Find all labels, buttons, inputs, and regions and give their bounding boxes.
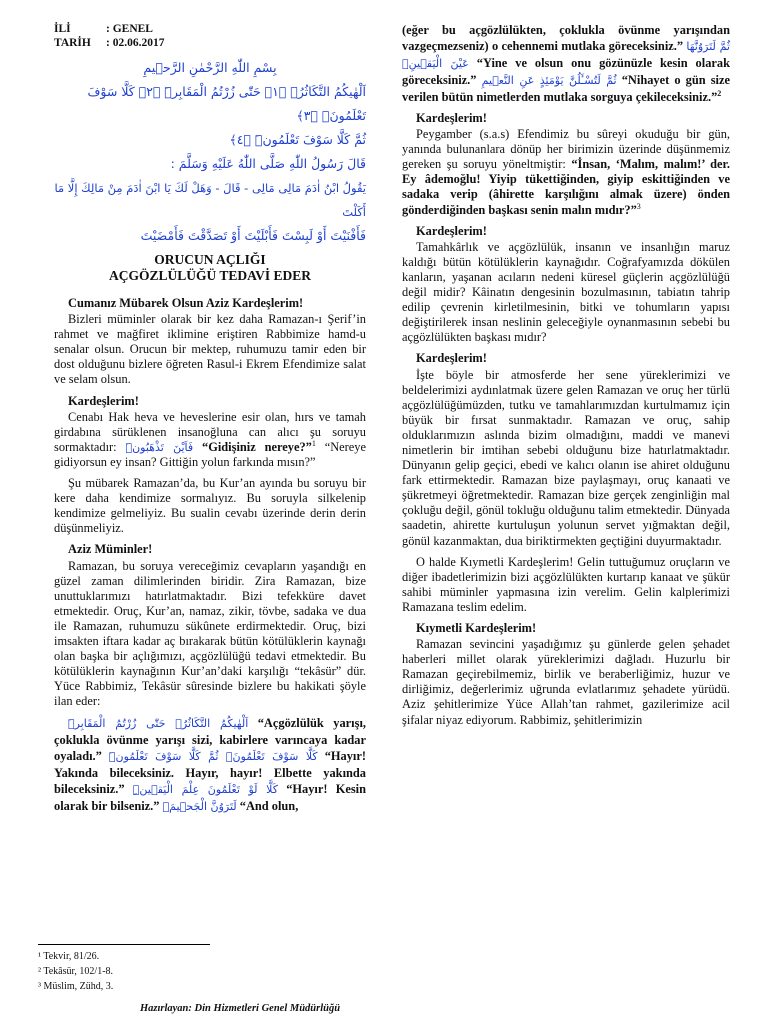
p2-text: Cenabı Hak heva ve heveslerine esir olan, hırs ve tamah girdabına sürüklenen insanoğluna can alıcı şu soruyu sormaktadır:: [54, 409, 366, 454]
verse-2: ثُمَّ كَلَّا سَوْفَ تَعْلَمُونَۜ ﴿٤﴾: [229, 132, 366, 147]
heading-2: Kardeşlerim!: [68, 393, 139, 408]
p2-bold: “Gidişiniz nereye?”: [202, 439, 312, 454]
right-heading-2: Kardeşlerim!: [416, 223, 487, 238]
footnote-ref-3: 3: [636, 201, 641, 211]
right-heading-3: Kardeşlerim!: [416, 351, 487, 366]
footnote-ref-2: 2: [717, 88, 722, 98]
ili-value: : GENEL: [106, 23, 153, 35]
title-line-1: ORUCUN AÇLIĞI: [154, 252, 266, 267]
footnote-ref-1: 1: [311, 438, 316, 448]
right-paragraph-2: [402, 127, 730, 218]
paragraph-4: Ramazan, bu soruya vereceğimiz cevapların yaşandığı en güzel zaman dilimlerinden biridir. Zira Ramazan, bize unuttuklarımızı hatırlatmaktadır. Bizi tefekküre davet etmektedir. Oruç, Kur’an, namaz, zikir, tövbe, sadaka ve dua ile Ramazan, ruhumuzu sükûnete erdirmektedir. Oruç, bizi imsakten iftara kadar aç bırakarak bütün kötülüklerin kaynağı olan başka bir açlığımızı, açgözlülüğü tedavi etmektedir. Bu kötülüklerin kaynağının Kur’an’daki karşılığı “tekâsür” dür. Yüce Rabbimiz, Tekâsür sûresinde bizlere bu hakikati şöyle ilan eder:: [54, 558, 366, 709]
paragraph-1: Bizleri müminler olarak bir kez daha Ramazan-ı Şerif’in rahmet ve mağfiret iklimine eriştiren Rabbimize hamd-u senalar olsun. Orucun bir mektep, ruhumuzu tamir eden bir dost olduğunu bizlere öğreten Rasul-i Ekrem Efendimize salat ve selam olsun.: [54, 312, 366, 387]
rp1-arabic-1: ثُمَّ لَتَرَوُنَّهَا عَيْنَ الْيَق۪ينِۙ: [402, 40, 730, 70]
right-paragraph-6: Ramazan sevincini yaşadığımız şu günlerde gelen şehadet haberleri millet olarak yüreklerimizi dağladı. Huzurlu bir Ramazan geçirebilmemiz, birlik ve beraberliğimiz, huzur ve dirliğimiz, değerlerimiz uğrunda evlatlarımız şehadete yürüdü. Aziz şehitlerimize Yüce Allah’tan rahmet, gazilerimize acil şifalar niyaz ediyorum. Rabbimiz, şehitlerimizin: [402, 637, 730, 727]
right-heading-1: Kardeşlerim!: [416, 111, 487, 125]
p5-arabic-1: اَلْهٰيكُمُ التَّكَاثُرُۙ حَتّٰى زُرْتُمُ الْمَقَابِرَۜ: [68, 717, 249, 731]
right-paragraph-4: İşte böyle bir atmosferde her sene yüreklerimizi ve beldelerimizi aydınlatmak üzere gelen Ramazan ve oruç her türlü açgözlülüğümüzden, tutku ve tamahlarımızdan kurtulmamız için büyük bir fırsat sunmaktadır. Ramazan ve oruç, sahip olduklarımızın aslında bizim olmadığını, maddi ve manevi nimetlerin bir imtihan sebebi olduğunu bize hatırlatmaktadır. Dünyanın gelip geçici, ebedi ve kalıcı olanın ise ahiret olduğunu fark ettirmektedir. Ramazan bize paylaşmayı, oruç kanaati ve şükretmeyi öğretmektedir. Ramazan bize gerçek zenginliğin mal çokluğu değil, gönül tokluğu olduğunu talim etmektedir. Dünyada saadetin, ahirette kurtuluşun yolunun servet yığmaktan değil, gönül kazanmaktan, dua biriktirmekten geçtiğini duyurmaktadır.: [402, 367, 730, 548]
footnote-1: ¹ Tekvir, 81/26.: [38, 951, 100, 962]
title-line-2: AÇGÖZLÜLÜĞÜ TEDAVİ EDER: [108, 268, 312, 283]
hadith-line-2: فَأَفْنَيْتَ أَوْ لَبِسْتَ فَأَبْلَيْتَ أَوْ تَصَدَّقْتَ فَأَمْضَيْتَ: [140, 228, 366, 243]
p2-arabic: فَاَيْنَ تَذْهَبُونَۜ: [125, 440, 194, 454]
rp2-bold: “İnsan, ‘Malım, malım!’ der. Ey âdemoğlu! Yiyip tükettiğinden, giyip eskittiğinden ve sadaka verip (âhirette karşılığını almak üzere) önden gönderdiğinden başkası senin malın mıdır?”: [402, 157, 730, 217]
right-paragraph-3: Tamahkârlık ve açgözlülük, insanın ve insanlığın maruz kaldığı bütün kötülüklerin kaynağıdır. Coğrafyamızda dökülen kanların, yaşanan acıların nedeni küresel güçlerin açgözlülüğü değil midir? Kâinatın dengesinin bozulmasının, tabiatın tahrip edilip çevrenin kirletilmesinin, bitki ve tohumların yapısı değiştirilerek insan neslinin geleceğiyle oynanmasının sebebi bu açgözlülükten başkası mıdır?: [402, 239, 730, 345]
verse-1: اَلْهٰيكُمُ التَّكَاثُرُۙ ﴿١﴾ حَتّٰى زُرْتُمُ الْمَقَابِرَۜ ﴿٢﴾ كَلَّا سَوْفَ تَعْلَمُونَۙ ﴿٣﴾: [87, 84, 366, 123]
footnote-2: ² Tekâsür, 102/1-8.: [38, 966, 114, 977]
rp1-bold-1: “Yine ve olsun onu gözünüzle kesin olarak göreceksiniz.”: [402, 56, 730, 87]
hadith-intro: قَالَ رَسُولُ اللّٰهِ صَلَّى اللّٰهُ عَلَيْهِ وَسَلَّمَ :: [170, 156, 366, 171]
footnote-3: ³ Müslim, Zühd, 3.: [38, 981, 114, 992]
rp2-text: Peygamber (s.a.s) Efendimiz bu sûreyi okuduğu bir gün, yanında bulunanlara dönüp her birimizin üzerinde düşünmemiz gereken şu soruyu yöneltmiştir:: [402, 127, 730, 172]
p5-bold-2: “Hayır! Yakında bileceksiniz. Hayır, hayır! Elbette yakında bileceksiniz.”: [54, 749, 366, 797]
heading-1: Cumanız Mübarek Olsun Aziz Kardeşlerim!: [68, 296, 304, 310]
ili-label: İLİ: [54, 23, 71, 35]
page-footer: Hazırlayan: Din Hizmetleri Genel Müdürlüğü: [139, 1003, 341, 1014]
rp1-text: (eğer bu açgözlülükten, çoklukla övünme yarışından vazgeçmezseniz) o cehennemi mutlaka göreceksiniz.”: [402, 23, 730, 53]
paragraph-5: [54, 715, 366, 815]
right-paragraph-5: O halde Kıymetli Kardeşlerim! Gelin tuttuğumuz oruçların ve diğer ibadetlerimizin bizi açgözlülükten kurtarıp kanaat ve şükür sahibi müminler yapmasına izin verelim. Gelin kalplerimizi Ramazana teslim edelim.: [402, 554, 730, 614]
sermon-title: [54, 252, 366, 284]
right-column: [402, 22, 730, 734]
p5-arabic-4: لَتَرَوُنَّ الْجَح۪يمَۙ: [162, 800, 237, 814]
heading-3: Aziz Müminler!: [68, 542, 153, 557]
p5-bold-1: “Açgözlülük yarışı, çoklukla övünme yarışı sizi, kabirlere varıncaya kadar oyaladı.”: [54, 716, 366, 764]
basmala: بِسْمِ اللّٰهِ الرَّحْمٰنِ الرَّح۪يمِ: [143, 60, 277, 75]
hadith-line-1: يَقُولُ ابْنُ اٰدَمَ مَالِى مَالِى - قَالَ - وَهَلْ لَكَ يَا ابْنَ اٰدَمَ مِنْ مَالِكَ إِلَّا مَا أَكَلْتَ: [54, 181, 366, 219]
p5-bold-4: “And olun,: [239, 799, 299, 814]
right-paragraph-1: [402, 22, 730, 105]
rp1-bold-2: “Nihayet o gün size verilen bütün nimetlerden mutlaka sorguya çekileceksiniz.”: [402, 73, 730, 104]
left-column: [54, 22, 366, 821]
p5-arabic-3: كَلَّا لَوْ تَعْلَمُونَ عِلْمَ الْيَق۪ينِۜ: [132, 783, 278, 797]
rp1-arabic-2: ثُمَّ لَتُسْـَٔلُنَّ يَوْمَئِذٍ عَنِ النَّع۪يمِ: [481, 74, 617, 87]
p5-arabic-2: كَلَّا سَوْفَ تَعْلَمُونَۙ ثُمَّ كَلَّا سَوْفَ تَعْلَمُونَۜ: [108, 750, 318, 764]
paragraph-3: Şu mübarek Ramazan’da, bu Kur’an ayında bu soruyu bir kere daha kendimize sormalıyız. Bu soruyla silkelenip kendimize gelmeliyiz. Bu sualin cevabı üzerinde derin derin düşünmeliyiz.: [54, 476, 366, 536]
tarih-label: TARİH: [54, 37, 91, 49]
right-heading-4: Kıymetli Kardeşlerim!: [416, 621, 537, 635]
footnote-divider: [38, 944, 210, 945]
paragraph-2: [54, 410, 366, 470]
p5-bold-3: “Hayır! Kesin olarak bir bilseniz.”: [54, 782, 366, 814]
header-meta: [54, 22, 366, 50]
p2-tail: “Nereye gidiyorsun ey insan? Gittiğin yolun farkında mısın?”: [54, 439, 366, 469]
tarih-value: : 02.06.2017: [106, 37, 165, 49]
